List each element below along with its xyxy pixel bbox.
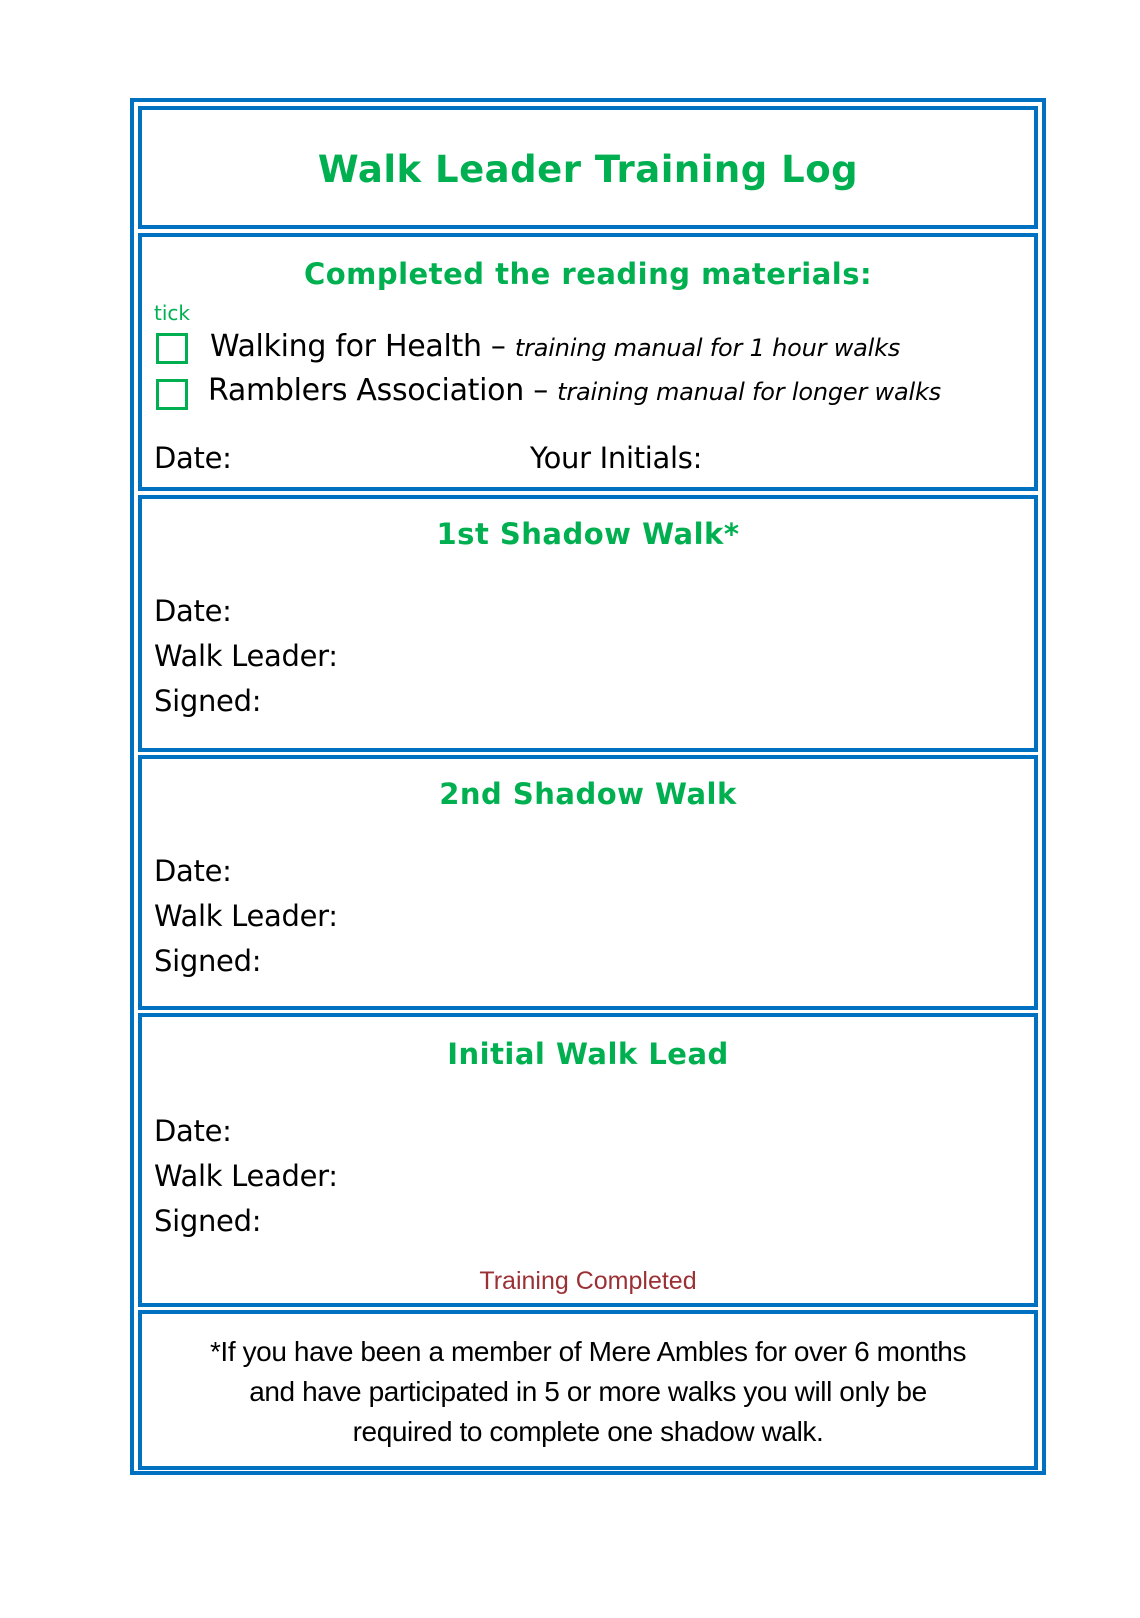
training-completed-label: Training Completed: [479, 1267, 697, 1295]
walk-leader-label: Walk Leader:: [154, 639, 338, 673]
walking-for-health-item: [210, 329, 900, 364]
reading-materials-section: [138, 233, 1038, 491]
shadow-walk-2-heading: 2nd Shadow Walk: [439, 777, 737, 811]
item-separator: –: [523, 373, 558, 408]
signed-label: Signed:: [154, 684, 262, 718]
shadow-walk-1-section: [138, 495, 1038, 752]
footnote-text: [142, 1332, 1034, 1452]
shadow-walk-2-section: [138, 755, 1038, 1010]
item-separator: –: [481, 329, 515, 364]
initial-walk-lead-heading: Initial Walk Lead: [447, 1037, 729, 1071]
signed-label: Signed:: [154, 944, 262, 978]
date-label: Date:: [154, 594, 232, 628]
reading-date-label: Date:: [154, 441, 232, 475]
date-label: Date:: [154, 854, 232, 888]
footnote-line: required to complete one shadow walk.: [352, 1416, 824, 1447]
footnote-line: *If you have been a member of Mere Ambles for over 6 months: [209, 1336, 967, 1367]
signed-label: Signed:: [154, 1204, 262, 1238]
reading-heading: Completed the reading materials:: [303, 257, 873, 291]
title-box: [138, 106, 1038, 229]
item-description: training manual for 1 hour walks: [514, 334, 901, 362]
footnote-line: and have participated in 5 or more walks you will only be: [249, 1376, 927, 1407]
shadow-walk-1-heading: 1st Shadow Walk*: [436, 517, 740, 551]
walk-leader-label: Walk Leader:: [154, 1159, 338, 1193]
date-label: Date:: [154, 1114, 232, 1148]
item-description: training manual for longer walks: [557, 378, 941, 406]
walking-for-health-checkbox[interactable]: [156, 333, 188, 364]
item-name: Walking for Health: [210, 329, 482, 364]
ramblers-association-checkbox[interactable]: [156, 379, 188, 410]
initial-walk-lead-section: [138, 1013, 1038, 1307]
initials-label: Your Initials:: [530, 441, 703, 475]
ramblers-association-item: [208, 373, 941, 408]
walk-leader-label: Walk Leader:: [154, 899, 338, 933]
footnote-section: [138, 1310, 1038, 1470]
page-title: Walk Leader Training Log: [317, 148, 859, 191]
tick-label: tick: [154, 301, 190, 325]
item-name: Ramblers Association: [208, 373, 524, 408]
